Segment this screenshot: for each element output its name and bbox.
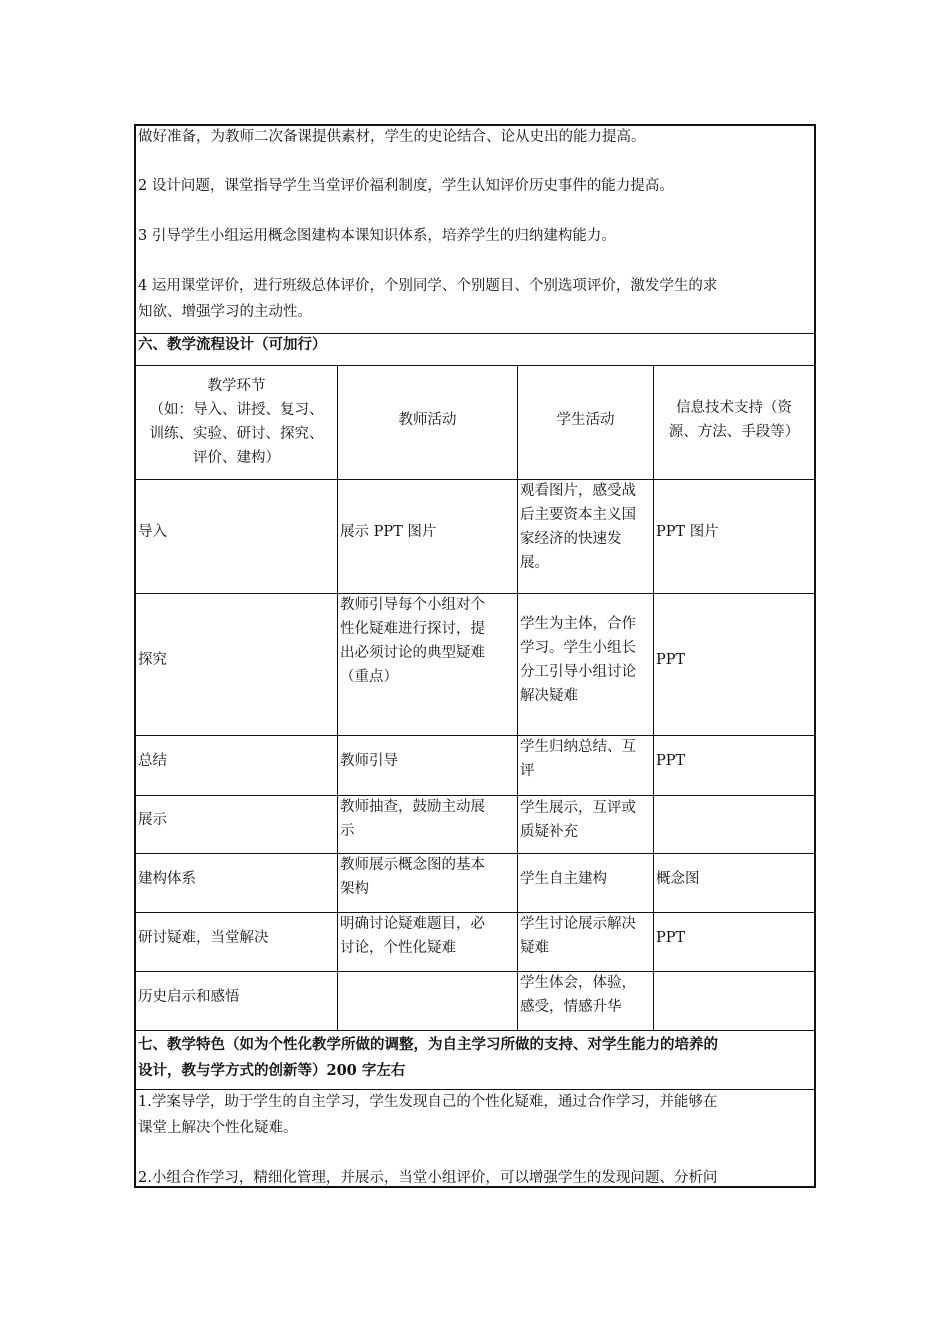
row6-tech: PPT [656,929,686,946]
intro-line-4: 4 运用课堂评价，进行班级总体评价，个别同学、个别题目、个别选项评价，激发学生的求 [138,278,718,294]
row2-student-line: 学生为主体，合作 [520,616,636,632]
row4-student-line: 质疑补充 [520,824,578,840]
feature-2-line1: 2.小组合作学习，精细化管理，并展示，当堂小组评价，可以增强学生的发现问题、分析问 [138,1170,718,1186]
row1-student-line: 家经济的快速发 [520,531,622,547]
intro-line-3: 3 引导学生小组运用概念图建构本课知识体系，培养学生的归纳建构能力。 [138,228,616,244]
row6-teacher [338,912,517,971]
row5-tech: 概念图 [656,870,700,887]
row7-student-line: 学生体会，体验， [520,975,636,991]
header-teacher: 教师活动 [398,412,457,428]
row4-student [518,795,653,845]
row3-student [518,735,653,795]
section7-title [136,1030,814,1089]
row1-student-line: 观看图片，感受战 [520,483,636,499]
header-tech-line2: 源、方法、手段等） [668,424,800,440]
intro-line-5: 知欲、增强学习的主动性。 [138,304,312,320]
row5-stage: 建构体系 [138,870,196,887]
section7-title-line1: 七、教学特色（如为个性化教学所做的调整，为自主学习所做的支持、对学生能力的培养的 [138,1036,718,1053]
row2-student-line: 学习。学生小组长 [520,640,636,656]
row3-student-line: 学生归纳总结、互 [520,739,636,755]
header-stage-line3: 训练、实验、研讨、探究、 [149,426,324,442]
row2-student-line: 解决疑难 [520,688,578,704]
row2-stage: 探究 [138,652,167,668]
row2-tech: PPT [656,652,686,668]
row6-teacher-line: 明确讨论疑难题目，必 [340,916,485,932]
feature-1-line2: 课堂上解决个性化疑难。 [138,1120,298,1136]
row4-teacher [338,795,517,853]
row2-teacher-line: 出必须讨论的典型疑难 [340,645,485,661]
row6-teacher-line: 讨论，个性化疑难 [340,940,456,956]
row6-student [518,912,653,971]
row3-tech: PPT [656,753,686,769]
row5-teacher [338,853,517,912]
row5-teacher-line: 架构 [340,881,369,897]
row1-student-line: 展。 [520,555,549,571]
header-stage [136,365,337,479]
row7-student-line: 感受，情感升华 [520,999,622,1015]
row6-stage: 研讨疑难，当堂解决 [138,929,269,946]
features-block [136,1089,814,1188]
section7-title-line2: 设计，教与学方式的创新等）200 字左右 [138,1062,406,1079]
row7-tech [654,971,814,1022]
row3-teacher: 教师引导 [340,753,398,769]
row1-tech: PPT 图片 [656,524,719,540]
row3-stage: 总结 [138,753,167,769]
row6-student-line: 学生讨论展示解决 [520,916,636,932]
row1-stage: 导入 [138,524,167,540]
row4-student-line: 学生展示，互评或 [520,800,636,816]
header-tech-line1: 信息技术支持（资 [676,400,792,416]
header-stage-line4: 评价、建构） [193,450,280,466]
row7-teacher [338,971,517,1022]
row2-teacher-line: （重点） [340,669,398,685]
header-student: 学生活动 [556,412,615,428]
row2-teacher [338,593,517,735]
feature-1-line1: 1.学案导学，助于学生的自主学习，学生发现自己的个性化疑难，通过合作学习，并能够在 [138,1094,718,1110]
row4-teacher-line: 示 [340,823,355,839]
section6-title: 六、教学流程设计（可加行） [138,336,327,353]
row7-student [518,971,653,1030]
row4-teacher-line: 教师抽查，鼓励主动展 [340,799,485,815]
row2-teacher-line: 性化疑难进行探讨，提 [340,621,485,637]
row5-student: 学生自主建构 [520,870,607,887]
row1-student [518,479,653,593]
header-stage-line2: （如：导入、讲授、复习、 [149,402,324,418]
row7-stage: 历史启示和感悟 [138,988,240,1005]
header-stage-line1: 教学环节 [207,378,266,394]
intro-line-1: 做好准备，为教师二次备课提供素材，学生的史论结合、论从史出的能力提高。 [138,129,646,145]
row5-teacher-line: 教师展示概念图的基本 [340,857,485,873]
row4-stage: 展示 [138,812,167,828]
row2-student [518,593,653,727]
row1-teacher: 展示 PPT 图片 [340,524,437,540]
intro-line-2: 2 设计问题，课堂指导学生当堂评价福利制度，学生认知评价历史事件的能力提高。 [138,178,674,194]
row2-teacher-line: 教师引导每个小组对个 [340,597,485,613]
row4-tech [654,795,814,845]
header-tech [654,365,814,475]
row2-student-line: 分工引导小组讨论 [520,664,636,680]
row6-student-line: 疑难 [520,940,549,956]
row1-student-line: 后主要资本主义国 [520,507,636,523]
row3-student-line: 评 [520,763,535,779]
